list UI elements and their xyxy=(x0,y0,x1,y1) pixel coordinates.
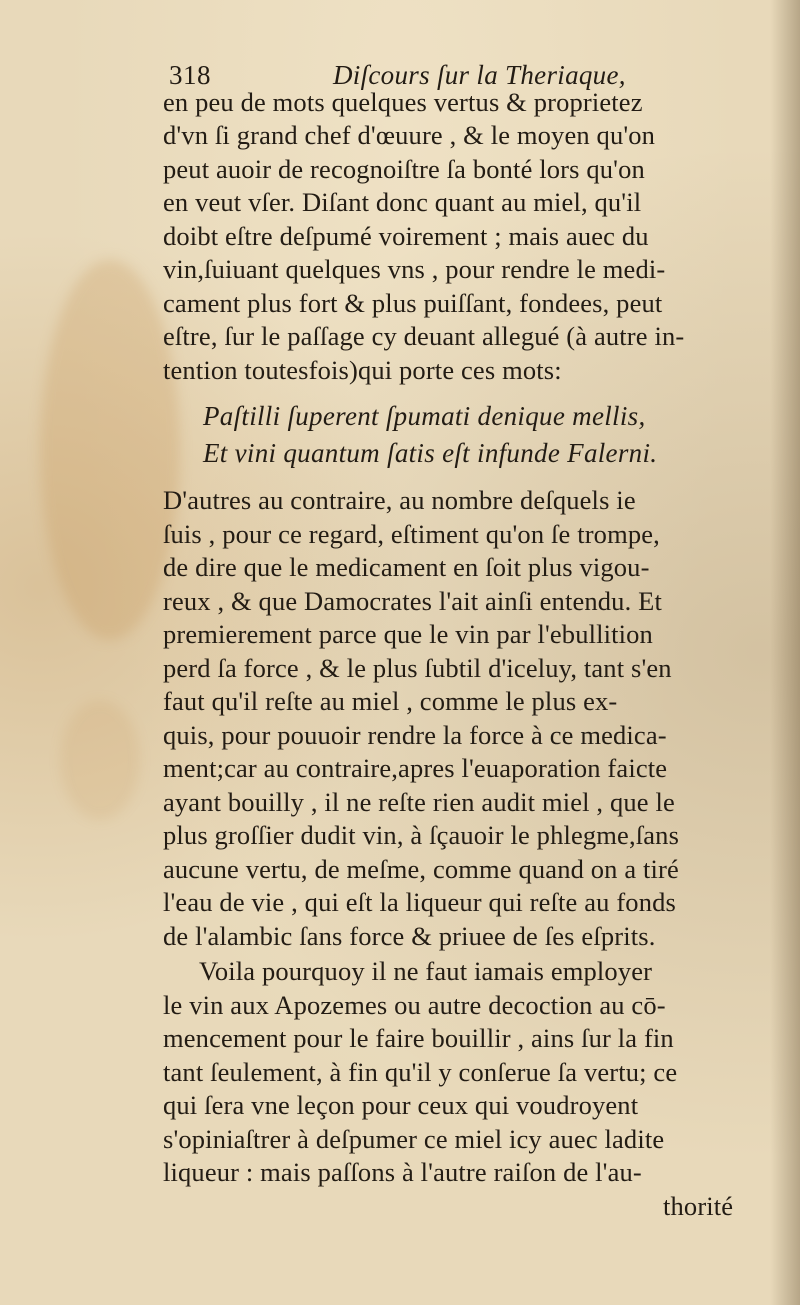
text-line: tention toutesfois)qui porte ces mots: xyxy=(163,355,562,385)
text-line: doibt eſtre deſpumé voirement ; mais auec du xyxy=(163,221,649,251)
text-line: quis, pour pouuoir rendre la force à ce medica- xyxy=(163,720,667,750)
text-line: ayant bouilly , il ne reſte rien audit miel , que le xyxy=(163,787,675,817)
text-line: de dire que le medicament en ſoit plus vigou- xyxy=(163,552,650,582)
text-line: tant ſeulement, à fin qu'il y conſerue ſa vertu; ce xyxy=(163,1057,678,1087)
running-title: Diſcours ſur la Theriaque, xyxy=(333,60,626,90)
verse-line: Paſtilli ſuperent ſpumati denique mellis, xyxy=(203,401,646,431)
text-line: en peu de mots quelques vertus & proprietez xyxy=(163,87,643,117)
text-line: premierement parce que le vin par l'ebullition xyxy=(163,619,653,649)
text-line: vin,ſuiuant quelques vns , pour rendre le medi- xyxy=(163,254,666,284)
water-stain xyxy=(60,700,140,820)
text-line: le vin aux Apozemes ou autre decoction au cō- xyxy=(163,990,666,1020)
text-line: en veut vſer. Diſant donc quant au miel, qu'il xyxy=(163,187,642,217)
text-line: d'vn ſi grand chef d'œuure , & le moyen qu'on xyxy=(163,120,656,150)
text-line: ſuis , pour ce regard, eſtiment qu'on ſe trompe, xyxy=(163,519,660,549)
text-line: perd ſa force , & le plus ſubtil d'iceluy, tant s'en xyxy=(163,653,672,683)
page-edge-shadow xyxy=(770,0,800,1305)
page-number: 318 xyxy=(169,60,211,90)
catchword: thorité xyxy=(663,1191,734,1221)
text-line: faut qu'il reſte au miel , comme le plus ex- xyxy=(163,686,618,716)
text-line: mencement pour le faire bouillir , ains ſur la fin xyxy=(163,1023,674,1053)
text-line: aucune vertu, de meſme, comme quand on a tiré xyxy=(163,854,679,884)
text-line: cament plus fort & plus puiſſant, fondees, peut xyxy=(163,288,663,318)
text-line: D'autres au contraire, au nombre deſquels ie xyxy=(163,485,636,515)
text-line: s'opiniaſtrer à deſpumer ce miel icy auec ladite xyxy=(163,1124,665,1154)
text-line: reux , & que Damocrates l'ait ainſi entendu. Et xyxy=(163,586,662,616)
water-stain xyxy=(40,260,180,640)
text-line: peut auoir de recognoiſtre ſa bonté lors qu'on xyxy=(163,154,645,184)
text-line: l'eau de vie , qui eſt la liqueur qui reſte au fonds xyxy=(163,887,676,917)
text-line: eſtre, ſur le paſſage cy deuant allegué (à autre in- xyxy=(163,321,685,351)
text-line: liqueur : mais paſſons à l'autre raiſon de l'au- xyxy=(163,1157,642,1187)
verse-line: Et vini quantum ſatis eſt infunde Falerni. xyxy=(203,438,658,468)
text-line: plus groſſier dudit vin, à ſçauoir le phlegme,ſans xyxy=(163,820,680,850)
text-line: qui ſera vne leçon pour ceux qui voudroyent xyxy=(163,1090,639,1120)
text-line: Voila pourquoy il ne faut iamais employer xyxy=(199,956,653,986)
text-line: de l'alambic ſans force & priuee de ſes eſprits. xyxy=(163,921,656,951)
text-line: ment;car au contraire,apres l'euaporation faicte xyxy=(163,753,668,783)
